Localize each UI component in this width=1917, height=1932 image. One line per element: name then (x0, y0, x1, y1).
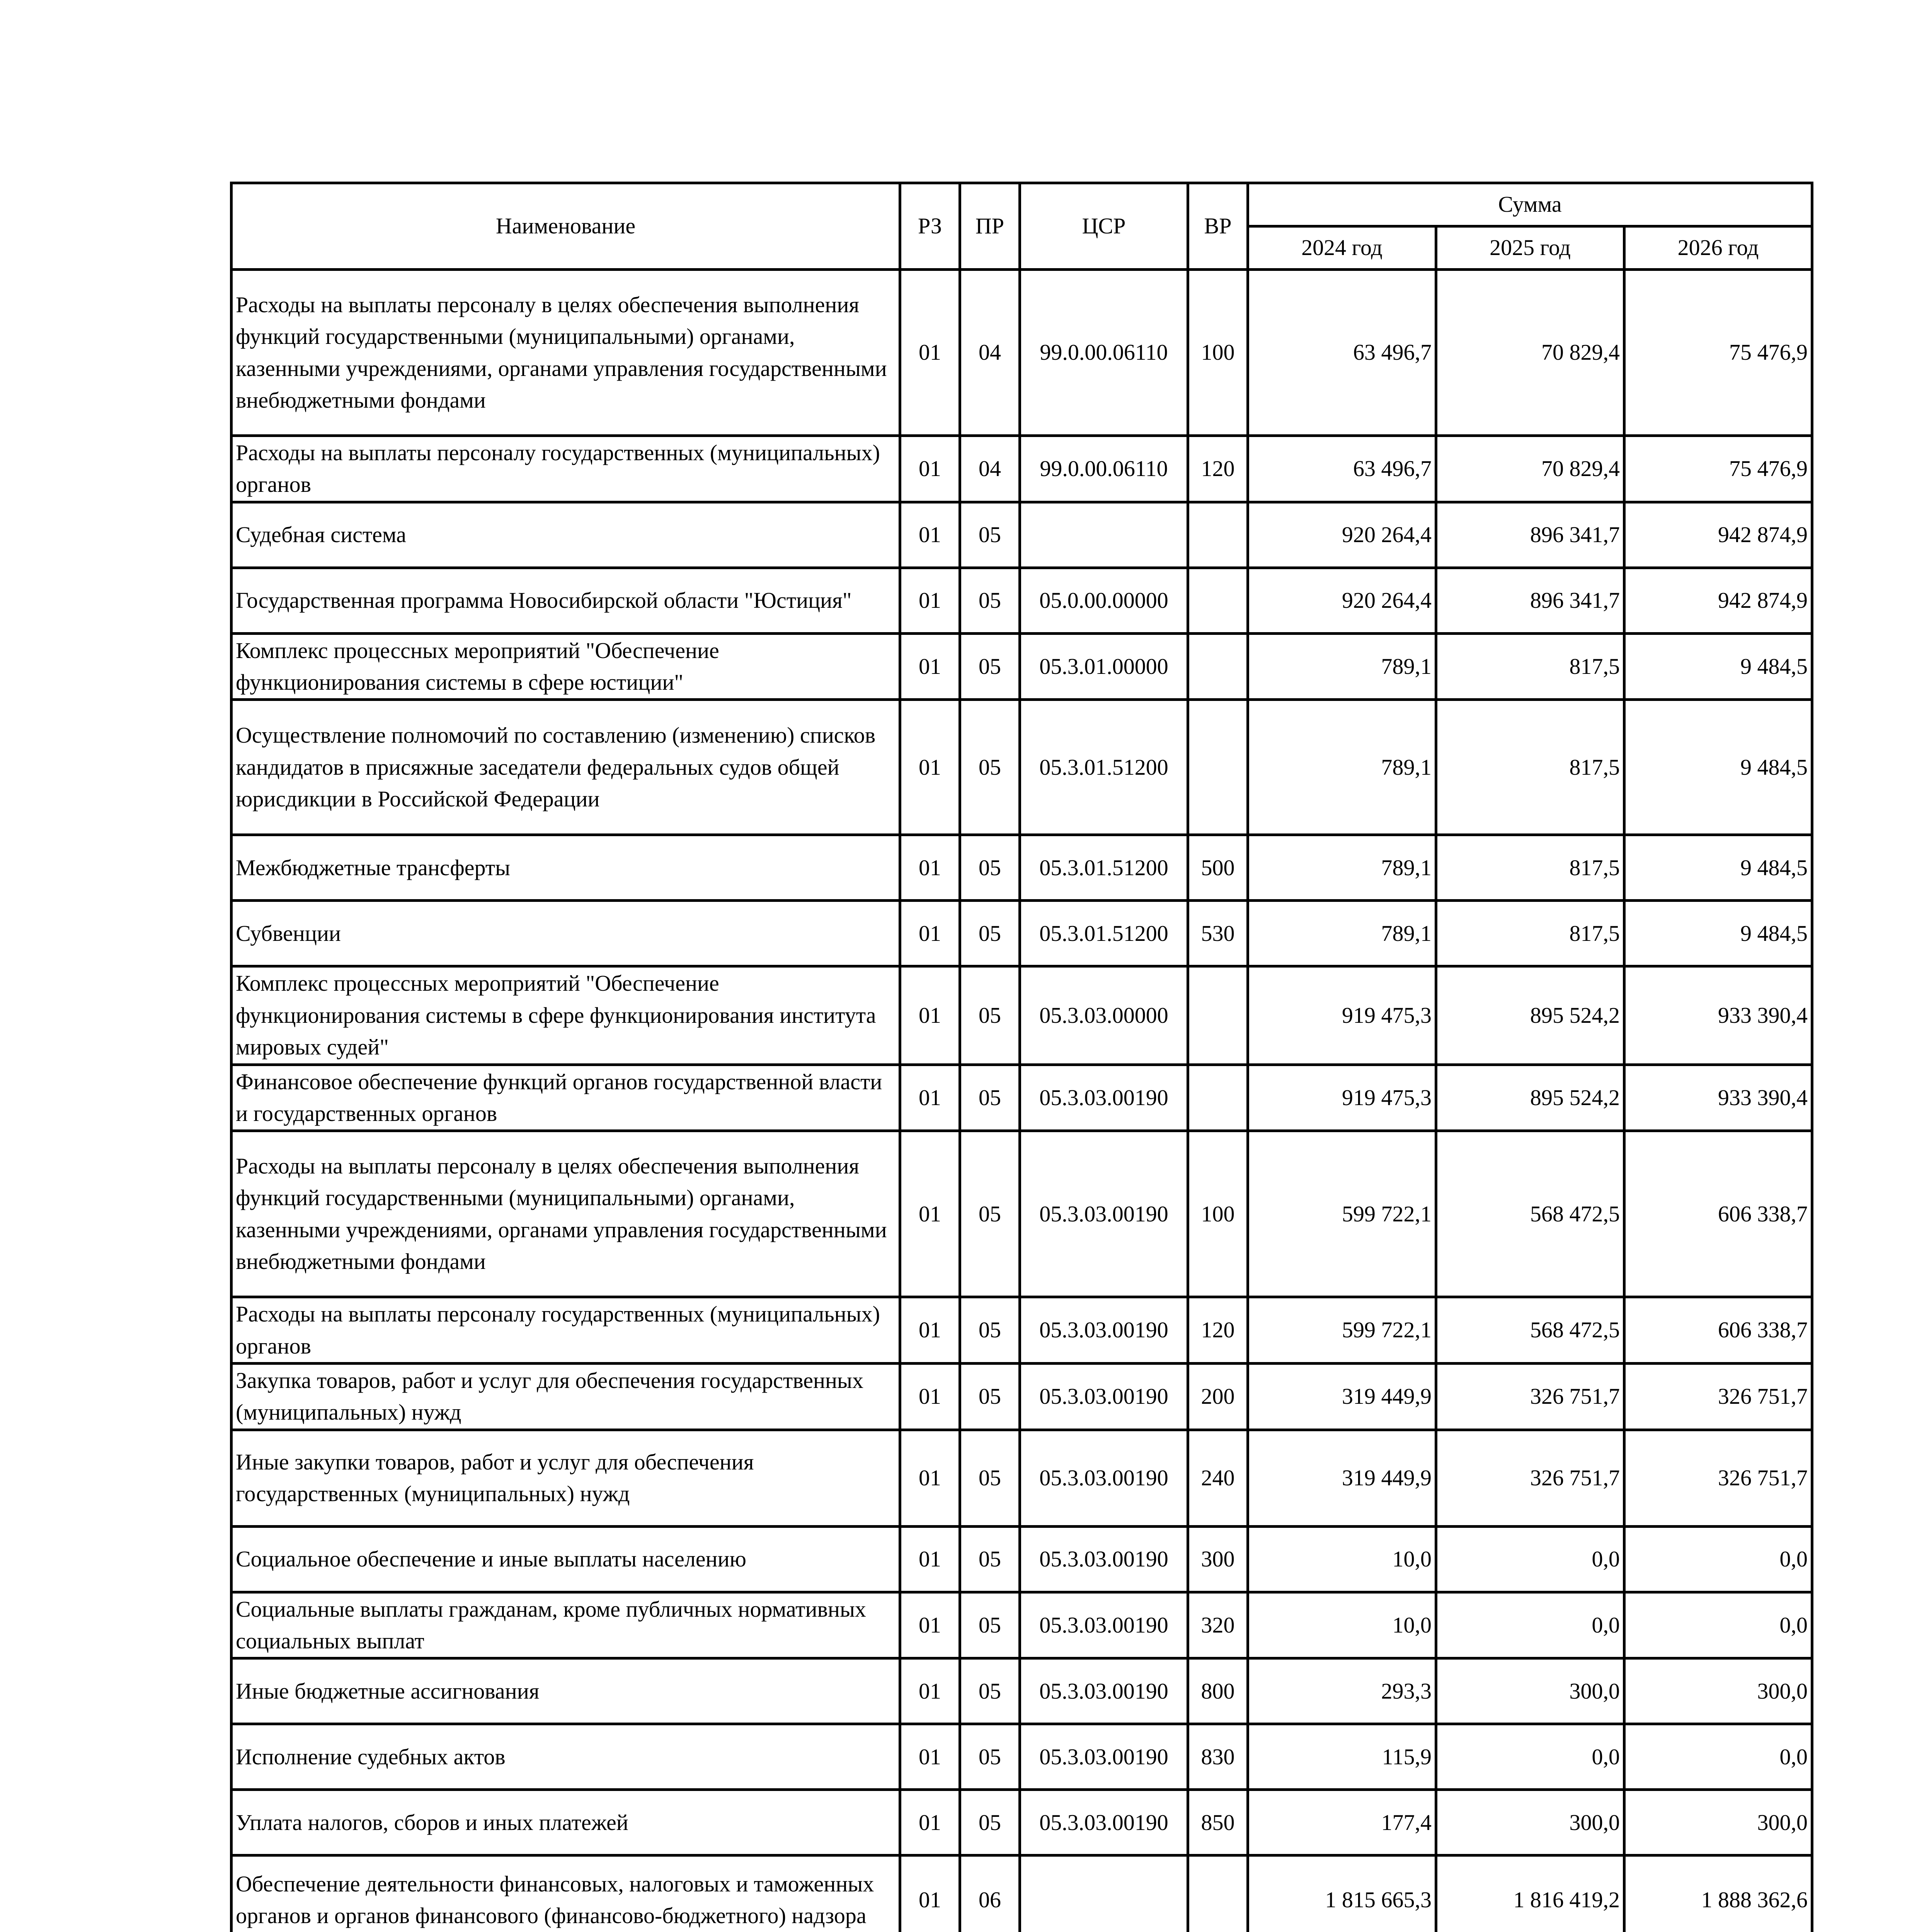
cell-2026: 933 390,4 (1624, 1065, 1812, 1131)
cell-2024: 1 815 665,3 (1248, 1855, 1436, 1932)
table-row (232, 502, 1812, 568)
cell-rz: 01 (900, 1592, 960, 1658)
cell-2026: 75 476,9 (1624, 270, 1812, 436)
cell-rz: 01 (900, 1855, 960, 1932)
cell-vr: 500 (1188, 835, 1248, 901)
table-row (232, 436, 1812, 502)
cell-vr: 100 (1188, 270, 1248, 436)
cell-name: Уплата налогов, сборов и иных платежей (232, 1790, 900, 1855)
cell-rz: 01 (900, 1297, 960, 1364)
cell-vr: 850 (1188, 1790, 1248, 1855)
cell-2026: 1 888 362,6 (1624, 1855, 1812, 1932)
table-row (232, 1724, 1812, 1790)
cell-2025: 568 472,5 (1436, 1131, 1624, 1297)
cell-2025: 326 751,7 (1436, 1430, 1624, 1526)
cell-pr: 05 (960, 1790, 1020, 1855)
cell-2026: 75 476,9 (1624, 436, 1812, 502)
cell-pr: 05 (960, 1430, 1020, 1526)
cell-2025: 326 751,7 (1436, 1363, 1624, 1430)
cell-vr (1188, 1855, 1248, 1932)
cell-2024: 599 722,1 (1248, 1297, 1436, 1364)
cell-2024: 919 475,3 (1248, 966, 1436, 1065)
cell-csr: 05.3.03.00190 (1020, 1430, 1188, 1526)
cell-csr: 05.3.03.00190 (1020, 1131, 1188, 1297)
cell-2026: 9 484,5 (1624, 901, 1812, 966)
cell-2026: 606 338,7 (1624, 1297, 1812, 1364)
cell-rz: 01 (900, 1363, 960, 1430)
cell-2025: 0,0 (1436, 1592, 1624, 1658)
cell-name: Осуществление полномочий по составлению (изменению) списков кандидатов в присяжные заседатели федеральных судов общей юрисдикции в Российской Федерации (232, 700, 900, 835)
cell-pr: 05 (960, 1297, 1020, 1364)
header-year-2026: 2026 год (1624, 226, 1812, 270)
cell-rz: 01 (900, 1790, 960, 1855)
cell-pr: 05 (960, 1131, 1020, 1297)
cell-2024: 920 264,4 (1248, 568, 1436, 633)
cell-pr: 05 (960, 568, 1020, 633)
cell-name: Комплекс процессных мероприятий "Обеспечение функционирования системы в сфере функционирования института мировых судей" (232, 966, 900, 1065)
cell-vr: 300 (1188, 1526, 1248, 1592)
cell-2024: 293,3 (1248, 1658, 1436, 1724)
table-row (232, 835, 1812, 901)
header-name: Наименование (232, 183, 900, 270)
cell-rz: 01 (900, 966, 960, 1065)
cell-vr (1188, 502, 1248, 568)
cell-name: Исполнение судебных актов (232, 1724, 900, 1790)
cell-csr: 05.3.01.00000 (1020, 633, 1188, 700)
cell-2025: 568 472,5 (1436, 1297, 1624, 1364)
table-row (232, 1526, 1812, 1592)
cell-name: Комплекс процессных мероприятий "Обеспечение функционирования системы в сфере юстиции" (232, 633, 900, 700)
cell-rz: 01 (900, 1724, 960, 1790)
cell-pr: 05 (960, 1065, 1020, 1131)
budget-table (230, 182, 1813, 1932)
cell-pr: 05 (960, 835, 1020, 901)
cell-2025: 300,0 (1436, 1790, 1624, 1855)
cell-rz: 01 (900, 633, 960, 700)
cell-rz: 01 (900, 568, 960, 633)
cell-2024: 920 264,4 (1248, 502, 1436, 568)
cell-rz: 01 (900, 270, 960, 436)
table-row (232, 1065, 1812, 1131)
cell-2026: 0,0 (1624, 1526, 1812, 1592)
cell-2024: 789,1 (1248, 700, 1436, 835)
cell-csr (1020, 502, 1188, 568)
cell-2025: 817,5 (1436, 633, 1624, 700)
table-row (232, 568, 1812, 633)
cell-name: Расходы на выплаты персоналу в целях обеспечения выполнения функций государственными (муниципальными) органами, казенными учреждениями, органами управления государственными внебюджетными фондами (232, 1131, 900, 1297)
cell-pr: 05 (960, 1724, 1020, 1790)
cell-2024: 599 722,1 (1248, 1131, 1436, 1297)
table-row (232, 1131, 1812, 1297)
cell-csr: 99.0.00.06110 (1020, 270, 1188, 436)
cell-csr: 05.3.03.00190 (1020, 1724, 1188, 1790)
cell-vr (1188, 966, 1248, 1065)
cell-2025: 70 829,4 (1436, 436, 1624, 502)
cell-pr: 05 (960, 502, 1020, 568)
cell-2026: 326 751,7 (1624, 1430, 1812, 1526)
cell-pr: 04 (960, 436, 1020, 502)
cell-2024: 10,0 (1248, 1526, 1436, 1592)
cell-rz: 01 (900, 1131, 960, 1297)
cell-name: Расходы на выплаты персоналу государственных (муниципальных) органов (232, 436, 900, 502)
cell-name: Расходы на выплаты персоналу государственных (муниципальных) органов (232, 1297, 900, 1364)
cell-csr: 05.3.01.51200 (1020, 901, 1188, 966)
cell-2025: 300,0 (1436, 1658, 1624, 1724)
cell-vr: 320 (1188, 1592, 1248, 1658)
cell-vr: 120 (1188, 1297, 1248, 1364)
cell-pr: 05 (960, 1526, 1020, 1592)
table-row (232, 901, 1812, 966)
cell-vr: 200 (1188, 1363, 1248, 1430)
cell-rz: 01 (900, 901, 960, 966)
cell-2026: 0,0 (1624, 1592, 1812, 1658)
cell-2026: 942 874,9 (1624, 568, 1812, 633)
header-year-2025: 2025 год (1436, 226, 1624, 270)
header-year-2024: 2024 год (1248, 226, 1436, 270)
table-row (232, 966, 1812, 1065)
table-row (232, 270, 1812, 436)
table-row (232, 1363, 1812, 1430)
cell-vr: 240 (1188, 1430, 1248, 1526)
cell-csr: 05.3.03.00190 (1020, 1363, 1188, 1430)
cell-2025: 895 524,2 (1436, 966, 1624, 1065)
cell-csr: 05.3.03.00190 (1020, 1790, 1188, 1855)
cell-name: Субвенции (232, 901, 900, 966)
cell-name: Обеспечение деятельности финансовых, налоговых и таможенных органов и органов финансового (финансово-бюджетного) надзора (232, 1855, 900, 1932)
cell-2026: 933 390,4 (1624, 966, 1812, 1065)
table-row (232, 700, 1812, 835)
cell-csr: 05.3.03.00190 (1020, 1526, 1188, 1592)
cell-2024: 789,1 (1248, 835, 1436, 901)
header-pr: ПР (960, 183, 1020, 270)
cell-pr: 05 (960, 633, 1020, 700)
cell-name: Социальные выплаты гражданам, кроме публичных нормативных социальных выплат (232, 1592, 900, 1658)
cell-csr: 05.3.03.00190 (1020, 1592, 1188, 1658)
cell-name: Иные закупки товаров, работ и услуг для обеспечения государственных (муниципальных) нужд (232, 1430, 900, 1526)
cell-pr: 05 (960, 700, 1020, 835)
cell-rz: 01 (900, 436, 960, 502)
cell-2025: 70 829,4 (1436, 270, 1624, 436)
cell-2024: 319 449,9 (1248, 1363, 1436, 1430)
cell-2026: 326 751,7 (1624, 1363, 1812, 1430)
header-sum: Сумма (1248, 183, 1812, 226)
cell-rz: 01 (900, 1658, 960, 1724)
cell-2026: 9 484,5 (1624, 700, 1812, 835)
cell-csr: 05.3.01.51200 (1020, 835, 1188, 901)
cell-2025: 895 524,2 (1436, 1065, 1624, 1131)
cell-2025: 0,0 (1436, 1724, 1624, 1790)
cell-name: Финансовое обеспечение функций органов государственной власти и государственных органов (232, 1065, 900, 1131)
cell-vr: 530 (1188, 901, 1248, 966)
cell-vr (1188, 633, 1248, 700)
cell-2024: 63 496,7 (1248, 270, 1436, 436)
cell-pr: 05 (960, 1658, 1020, 1724)
cell-csr: 99.0.00.06110 (1020, 436, 1188, 502)
cell-2026: 300,0 (1624, 1790, 1812, 1855)
cell-pr: 05 (960, 1363, 1020, 1430)
cell-2025: 817,5 (1436, 901, 1624, 966)
header-csr: ЦСР (1020, 183, 1188, 270)
cell-2024: 63 496,7 (1248, 436, 1436, 502)
cell-2026: 9 484,5 (1624, 835, 1812, 901)
cell-name: Межбюджетные трансферты (232, 835, 900, 901)
cell-csr (1020, 1855, 1188, 1932)
cell-2024: 115,9 (1248, 1724, 1436, 1790)
cell-vr (1188, 568, 1248, 633)
cell-2026: 942 874,9 (1624, 502, 1812, 568)
table-row (232, 1297, 1812, 1364)
table-row (232, 1790, 1812, 1855)
cell-name: Судебная система (232, 502, 900, 568)
cell-2025: 896 341,7 (1436, 502, 1624, 568)
cell-vr: 120 (1188, 436, 1248, 502)
cell-vr: 830 (1188, 1724, 1248, 1790)
cell-2026: 9 484,5 (1624, 633, 1812, 700)
cell-2024: 177,4 (1248, 1790, 1436, 1855)
cell-2024: 919 475,3 (1248, 1065, 1436, 1131)
cell-2025: 817,5 (1436, 835, 1624, 901)
table-row (232, 633, 1812, 700)
table-row (232, 1592, 1812, 1658)
header-rz: РЗ (900, 183, 960, 270)
header-vr: ВР (1188, 183, 1248, 270)
cell-2026: 606 338,7 (1624, 1131, 1812, 1297)
cell-csr: 05.3.01.51200 (1020, 700, 1188, 835)
cell-2024: 10,0 (1248, 1592, 1436, 1658)
table-row (232, 1430, 1812, 1526)
cell-name: Иные бюджетные ассигнования (232, 1658, 900, 1724)
cell-csr: 05.0.00.00000 (1020, 568, 1188, 633)
cell-name: Социальное обеспечение и иные выплаты населению (232, 1526, 900, 1592)
cell-csr: 05.3.03.00190 (1020, 1658, 1188, 1724)
cell-vr: 800 (1188, 1658, 1248, 1724)
cell-2024: 789,1 (1248, 901, 1436, 966)
cell-rz: 01 (900, 502, 960, 568)
table-row (232, 1658, 1812, 1724)
cell-rz: 01 (900, 700, 960, 835)
cell-pr: 05 (960, 966, 1020, 1065)
cell-2024: 319 449,9 (1248, 1430, 1436, 1526)
cell-rz: 01 (900, 1065, 960, 1131)
cell-2025: 1 816 419,2 (1436, 1855, 1624, 1932)
cell-rz: 01 (900, 1430, 960, 1526)
cell-pr: 05 (960, 901, 1020, 966)
cell-2026: 300,0 (1624, 1658, 1812, 1724)
cell-2024: 789,1 (1248, 633, 1436, 700)
cell-name: Закупка товаров, работ и услуг для обеспечения государственных (муниципальных) нужд (232, 1363, 900, 1430)
cell-vr: 100 (1188, 1131, 1248, 1297)
cell-pr: 04 (960, 270, 1020, 436)
cell-name: Государственная программа Новосибирской области "Юстиция" (232, 568, 900, 633)
cell-name: Расходы на выплаты персоналу в целях обеспечения выполнения функций государственными (муниципальными) органами, казенными учреждениями, органами управления государственными внебюджетными фондами (232, 270, 900, 436)
table-body (232, 270, 1812, 1932)
cell-2025: 0,0 (1436, 1526, 1624, 1592)
cell-csr: 05.3.03.00000 (1020, 966, 1188, 1065)
cell-vr (1188, 700, 1248, 835)
cell-pr: 06 (960, 1855, 1020, 1932)
cell-2025: 896 341,7 (1436, 568, 1624, 633)
cell-2026: 0,0 (1624, 1724, 1812, 1790)
cell-rz: 01 (900, 1526, 960, 1592)
cell-csr: 05.3.03.00190 (1020, 1297, 1188, 1364)
cell-rz: 01 (900, 835, 960, 901)
cell-2025: 817,5 (1436, 700, 1624, 835)
cell-csr: 05.3.03.00190 (1020, 1065, 1188, 1131)
cell-pr: 05 (960, 1592, 1020, 1658)
table-row (232, 1855, 1812, 1932)
cell-vr (1188, 1065, 1248, 1131)
